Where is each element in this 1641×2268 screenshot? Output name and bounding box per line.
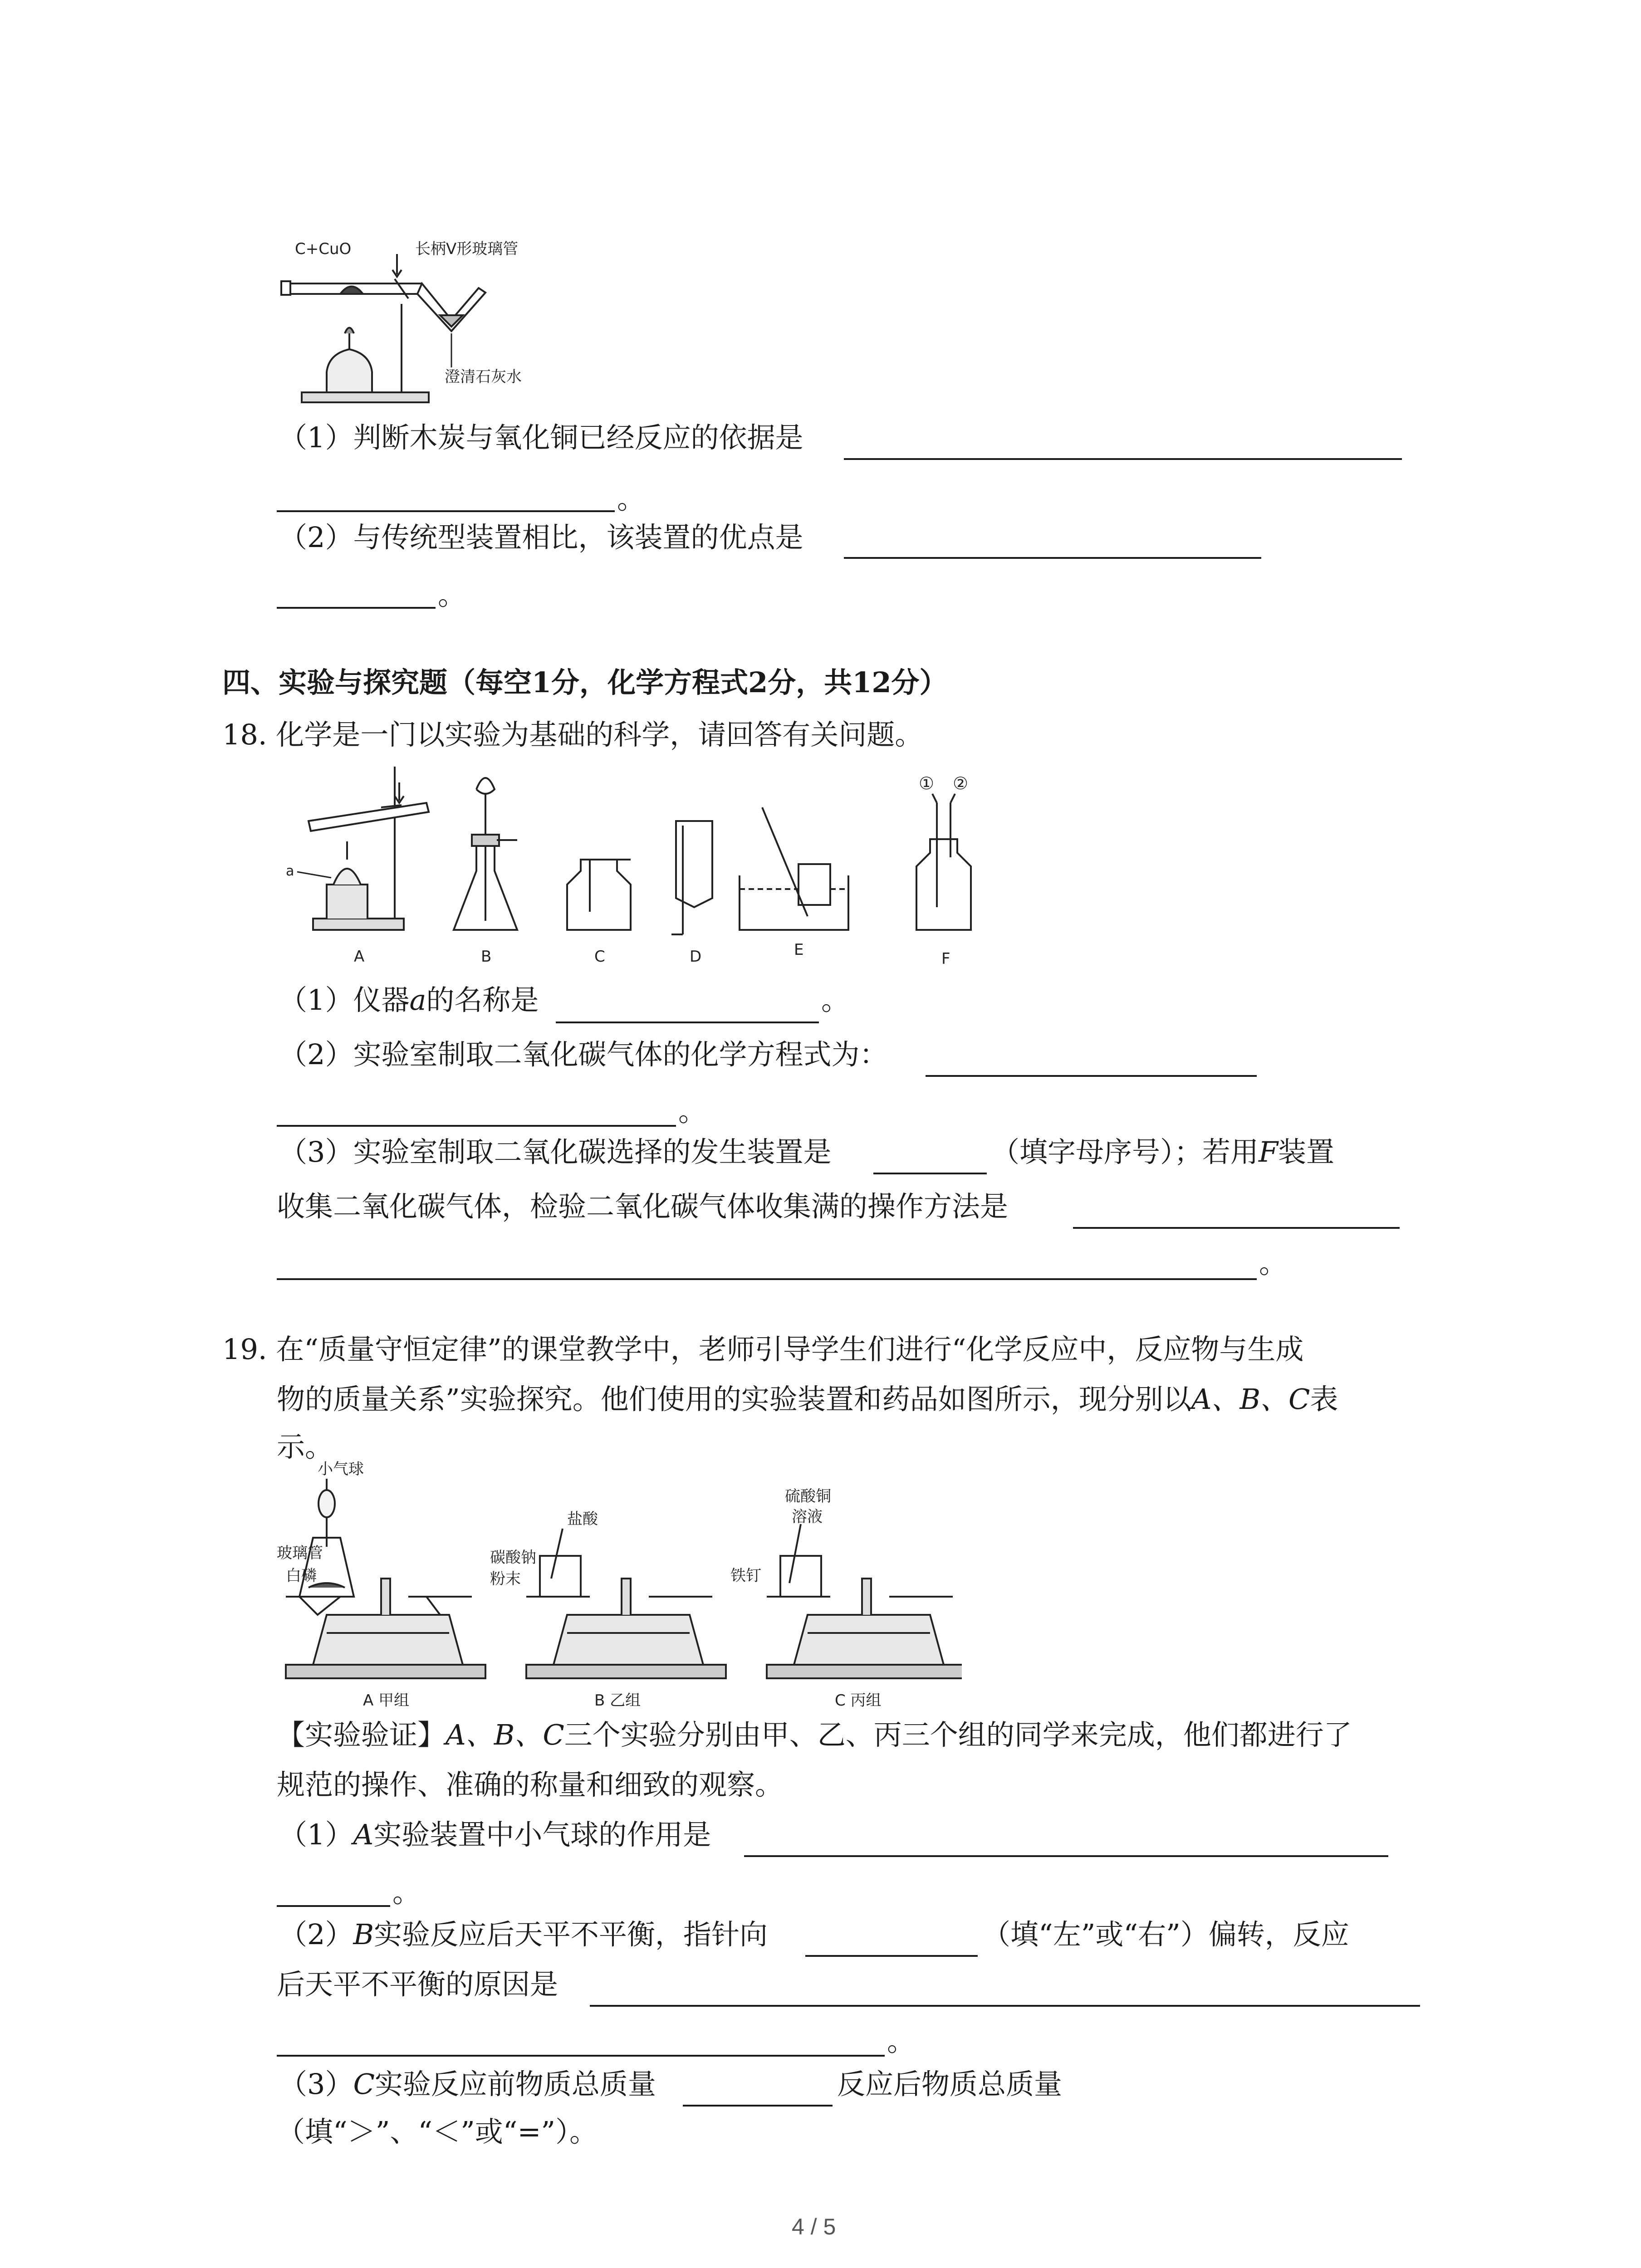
q17-part2-answer-line-1[interactable] [844,557,1261,559]
q17-part2-answer-line-2[interactable] [277,607,436,609]
label-v-tube: 长柄V形玻璃管 [415,240,519,258]
q18-part1-prefix: （1）仪器a的名称是 [279,983,539,1017]
q17-part2-text: （2）与传统型装置相比，该装置的优点是 [279,521,803,554]
q19-verify-line1: 【实验验证】A、B、C三个实验分别由甲、乙、丙三个组的同学来完成，他们都进行了 [277,1718,1352,1751]
q19-fig-na2co3-l2: 粉末 [490,1570,521,1588]
q17-part2-end: 。 [438,578,466,611]
q18-part3-line1-b: （填字母序号）；若用F装置 [991,1135,1335,1168]
q18-part2-answer-line-1[interactable] [926,1075,1257,1077]
q18-fig-label-a: a [286,863,294,879]
carbon-copper-oxide-apparatus-figure [272,236,590,417]
q19-fig-white-phosphorus: 白磷 [286,1567,317,1585]
q18-fig-caption-f: F [941,950,950,968]
q19-part1-end: 。 [392,1876,421,1909]
q17-part1-answer-line-2[interactable] [277,510,615,512]
q18-part2-text: （2）实验室制取二氧化碳气体的化学方程式为： [279,1038,888,1071]
q19-fig-glass-tube: 玻璃管 [277,1544,323,1562]
q19-fig-iron-nail: 铁钉 [730,1567,761,1585]
q19-part2-answer-line-2[interactable] [277,2055,885,2057]
q19-part2-line2: 后天平不平衡的原因是 [277,1968,558,2001]
q18-fig-port-1: ① [919,773,935,793]
q18-part3-end: 。 [1259,1246,1288,1280]
q18-part3-answer-line-2[interactable] [277,1278,1257,1280]
q18-part3-answer-device[interactable] [873,1173,987,1174]
label-limewater: 澄清石灰水 [445,368,522,386]
q18-part1-answer-line[interactable] [556,1022,819,1023]
q18-apparatus-figure [277,762,1048,980]
q19-part3-line1-b: 反应后物质总质量 [837,2068,1063,2101]
q18-fig-caption-d: D [690,948,702,966]
q19-fig-na2co3-l1: 碳酸钠 [490,1549,536,1567]
q17-part1-answer-line-1[interactable] [844,458,1402,460]
q19-stem-line2: 物的质量关系”实验探究。他们使用的实验装置和药品如图所示，现分别以A、B、C表 [277,1383,1338,1416]
q18-part3-line2: 收集二氧化碳气体，检验二氧化碳气体收集满的操作方法是 [277,1190,1009,1223]
q19-fig-hcl: 盐酸 [567,1510,598,1528]
q19-fig-cuso4-l2: 溶液 [792,1508,823,1526]
page-number: 4 / 5 [792,2214,836,2239]
q18-fig-caption-a: A [354,948,365,966]
q19-part3-answer-compare[interactable] [683,2105,833,2107]
q18-part2-answer-line-2[interactable] [277,1125,676,1127]
q18-fig-caption-b: B [481,948,492,966]
q19-part1-answer-line-2[interactable] [277,1905,390,1907]
q18-fig-caption-c: C [594,948,605,966]
q19-part3-line1-a: （3）C实验反应前物质总质量 [279,2068,656,2101]
q18-fig-caption-e: E [794,941,804,959]
q19-fig-caption-a: A 甲组 [363,1691,410,1710]
q19-part2-line1-b: （填“左”或“右”）偏转，反应 [982,1918,1349,1951]
q19-stem-line3: 示。 [277,1430,333,1463]
q19-fig-cuso4-l1: 硫酸铜 [785,1487,831,1505]
q17-part1-end: 。 [617,482,646,515]
q18-part1-end: 。 [821,983,850,1017]
label-reactant: C+CuO [295,240,352,258]
q19-part1-text: （1）A实验装置中小气球的作用是 [279,1818,711,1851]
section4-title: 四、实验与探究题（每空1分，化学方程式2分，共12分） [222,666,948,699]
q18-part2-end: 。 [678,1095,707,1128]
q19-fig-caption-b: B 乙组 [594,1691,641,1710]
q19-fig-caption-c: C 丙组 [835,1691,882,1710]
q19-part2-answer-line-1[interactable] [590,2005,1420,2007]
q17-part1-text: （1）判断木炭与氧化铜已经反应的依据是 [279,421,803,454]
q19-part2-answer-direction[interactable] [805,1955,978,1957]
q18-part3-line1-a: （3）实验室制取二氧化碳选择的发生装置是 [279,1135,832,1168]
q19-balance-experiments-figure [272,1461,962,1715]
q18-fig-port-2: ② [953,773,969,793]
q19-stem-line1: 19. 在“质量守恒定律”的课堂教学中，老师引导学生们进行“化学反应中，反应物与生成 [222,1333,1304,1366]
q19-part3-line2: （填“＞”、“＜”或“=”）。 [277,2115,598,2148]
q18-stem: 18. 化学是一门以实验为基础的科学，请回答有关问题。 [222,718,923,751]
q19-part2-line1-a: （2）B实验反应后天平不平衡，指针向 [279,1918,768,1951]
q19-part1-answer-line-1[interactable] [744,1855,1388,1857]
q18-part3-answer-line-1[interactable] [1073,1227,1400,1229]
q19-part2-end: 。 [887,2024,916,2058]
q19-verify-line2: 规范的操作、准确的称量和细致的观察。 [277,1768,784,1801]
q19-fig-balloon: 小气球 [318,1461,364,1478]
